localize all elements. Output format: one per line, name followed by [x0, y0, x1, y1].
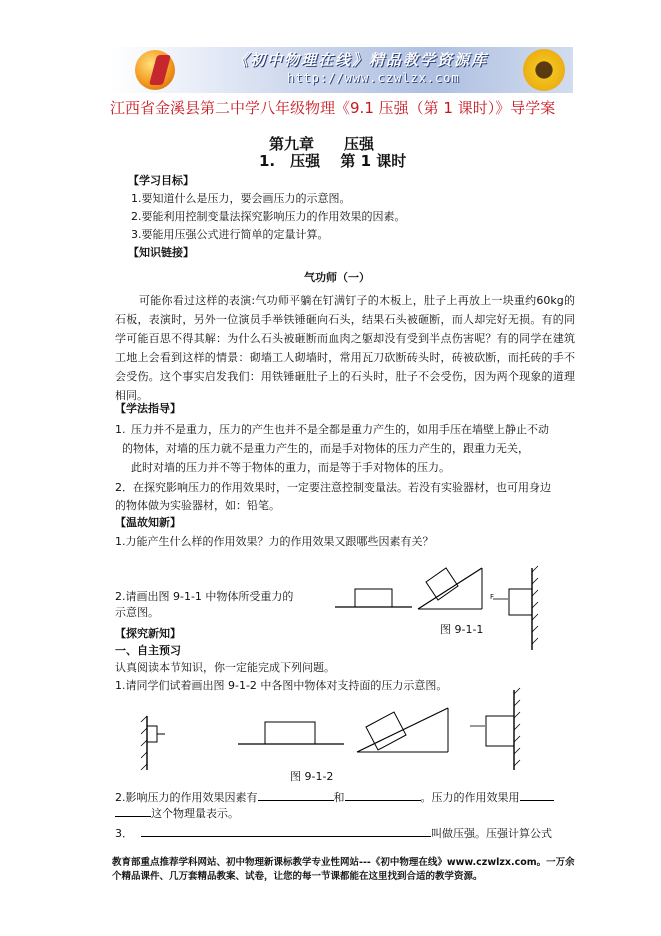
answer-blank[interactable]: [520, 788, 554, 801]
review-question: 2.请画出图 9-1-1 中物体所受重力的: [115, 590, 294, 603]
answer-blank[interactable]: [345, 788, 421, 801]
method-item-line: 的物体，对墙的压力就不是重力产生的，而是手对物体的压力产生的，跟重力无关，: [122, 442, 529, 455]
link-heading: 【知识链接】: [128, 246, 194, 259]
footer-line: 个精品课件、几万套精品教案、试卷，让您的每一节课都能在这里找到合适的教学资源。: [112, 871, 483, 882]
question-text: 。压力的作用效果用: [420, 791, 520, 804]
chapter-title: 第九章 压强: [269, 135, 375, 153]
question-text: 这个物理量表示。: [151, 807, 239, 820]
goal-item: 3.要能用压强公式进行简单的定量计算。: [131, 228, 329, 241]
method-item-number: 1.: [115, 423, 126, 436]
method-item-line: 此时对墙的压力并不等于物体的重力，而是等于手对物体的压力。: [131, 461, 450, 474]
question-text: 叫做压强。压强计算公式: [431, 827, 552, 840]
method-item-line: 的物体做为实验器材，如：铅笔。: [115, 499, 280, 512]
explore-subheading: 一、自主预习: [115, 644, 181, 657]
figure-caption: 图 9-1-2: [290, 770, 334, 783]
answer-blank[interactable]: [141, 824, 431, 837]
answer-blank[interactable]: [115, 804, 151, 817]
footer-line: 教育部重点推荐学科网站、初中物理新课标教学专业性网站---《初中物理在线》www.czwlzx.com。一万余: [112, 857, 575, 868]
answer-blank[interactable]: [258, 788, 334, 801]
link-subtitle: 气功师（一）: [304, 271, 370, 284]
goals-heading: 【学习目标】: [128, 174, 194, 187]
question-number: 3．: [115, 827, 133, 840]
banner-title: 《初中物理在线》精品教学资源库: [233, 51, 489, 69]
review-question: 1.力能产生什么样的作用效果？力的作用效果又跟哪些因素有关？: [115, 535, 434, 548]
question-text: 2.影响压力的作用效果因素有: [115, 791, 258, 804]
method-item-line: 压力并不是重力，压力的产生也并不是全都是重力产生的，如用手压在墙壁上静止不动: [131, 423, 549, 436]
question-text: 和: [333, 791, 345, 804]
goal-item: 1.要知道什么是压力，要会画压力的示意图。: [131, 192, 351, 205]
explore-question-3: [115, 824, 552, 842]
page-footer: [112, 856, 587, 884]
link-paragraph: 可能你看过这样的表演:气功师平躺在钉满钉子的木板上，肚子上再放上一块重约60kg的石板，表演时，另外一位演员手举铁锤砸向石头，结果石头被砸断，而人却完好无损。有的同学可能百思不得其解：为什么石头被砸断而血肉之躯却没有受到半点伤害呢？有的同学在建筑工地上会看到这样的情景：砌墙工人砌墙时，常用瓦刀砍断砖头时，砖被砍断，而托砖的手不会受伤。这个事实启发我们：用铁锤砸肚子上的石头时，肚子不会受伤，因为两个现象的道理相同。: [115, 294, 575, 402]
lesson-title: 1. 压强 第 1 课时: [259, 152, 407, 170]
review-question: 示意图。: [115, 606, 159, 619]
explore-heading: 【探究新知】: [115, 627, 181, 640]
goal-item: 2.要能利用控制变量法探究影响压力的作用效果的因素。: [131, 210, 406, 223]
method-item-line: 2．在探究影响压力的作用效果时，一定要注意控制变量法。若没有实验器材，也可用身边: [115, 481, 551, 494]
explore-question-2-cont: [115, 804, 239, 822]
explore-intro: 认真阅读本节知识，你一定能完成下列问题。: [115, 661, 335, 674]
explore-question: 1.请同学们试着画出图 9-1-2 中各图中物体对支持面的压力示意图。: [115, 679, 448, 692]
banner-url[interactable]: http://www.czwlzx.com: [287, 71, 460, 85]
figure-caption: 图 9-1-1: [440, 623, 484, 636]
method-heading: 【学法指导】: [115, 402, 181, 415]
document-title: 江西省金溪县第二中学八年级物理《9.1 压强（第 1 课时）》导学案: [110, 99, 556, 117]
review-heading: 【温故知新】: [115, 516, 181, 529]
force-label: F: [490, 593, 495, 601]
